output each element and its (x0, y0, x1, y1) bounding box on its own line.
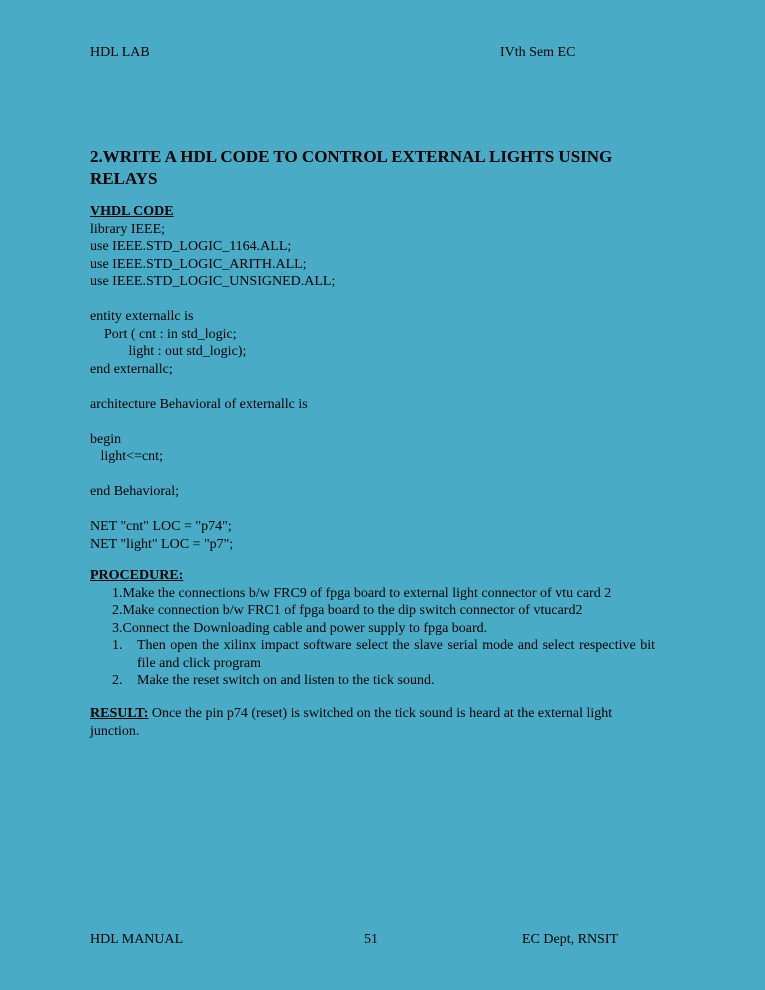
code-line: light : out std_logic); (90, 344, 247, 359)
result-label: RESULT: (90, 706, 149, 721)
item-number: 2. (112, 673, 123, 688)
code-line: end externallc; (90, 361, 173, 377)
code-line: library IEEE; (90, 221, 166, 237)
code-line: use IEEE.STD_LOGIC_ARITH.ALL; (90, 256, 307, 272)
vhdl-code-heading: VHDL CODE (90, 204, 174, 219)
ucf-line: NET "cnt" LOC = "p74"; (90, 519, 232, 534)
result-section (90, 705, 655, 740)
procedure-step: 3.Connect the Downloading cable and power supply to fpga board. (112, 620, 488, 636)
procedure-section (90, 567, 655, 690)
footer-right: EC Dept, RNSIT (522, 932, 619, 947)
code-line: use IEEE.STD_LOGIC_1164.ALL; (90, 239, 292, 254)
result-text: Once the pin p74 (reset) is switched on the tick sound is heard at the external light junction. (90, 706, 613, 739)
code-line: use IEEE.STD_LOGIC_UNSIGNED.ALL; (90, 274, 336, 289)
code-line: end Behavioral; (90, 484, 180, 499)
code-line: begin (90, 431, 122, 447)
item-text: Then open the xilinx impact software select the slave serial mode and select respective bit file and click program (137, 638, 655, 671)
code-line: architecture Behavioral of externallc is (90, 396, 308, 412)
procedure-heading: PROCEDURE: (90, 568, 184, 583)
code-line: entity externallc is (90, 309, 194, 324)
code-line: light<=cnt; (90, 449, 163, 464)
procedure-step: 2.Make connection b/w FRC1 of fpga board to the dip switch connector of vtucard2 (112, 603, 583, 618)
procedure-numbered-item (90, 637, 655, 672)
item-number: 1. (112, 638, 123, 653)
footer-left: HDL MANUAL (90, 932, 184, 947)
item-text: Make the reset switch on and listen to the tick sound. (137, 673, 435, 688)
header-right: IVth Sem EC (500, 45, 576, 60)
code-line: Port ( cnt : in std_logic; (90, 326, 237, 342)
procedure-numbered-item (90, 672, 655, 690)
vhdl-code-section (90, 203, 335, 553)
page-number: 51 (364, 932, 378, 947)
ucf-line: NET "light" LOC = "p7"; (90, 536, 234, 552)
page-title: 2.WRITE A HDL CODE TO CONTROL EXTERNAL LIGHTS USING RELAYS (90, 147, 613, 188)
header-left: HDL LAB (90, 45, 150, 60)
procedure-step: 1.Make the connections b/w FRC9 of fpga board to external light connector of vtu card 2 (112, 585, 612, 601)
